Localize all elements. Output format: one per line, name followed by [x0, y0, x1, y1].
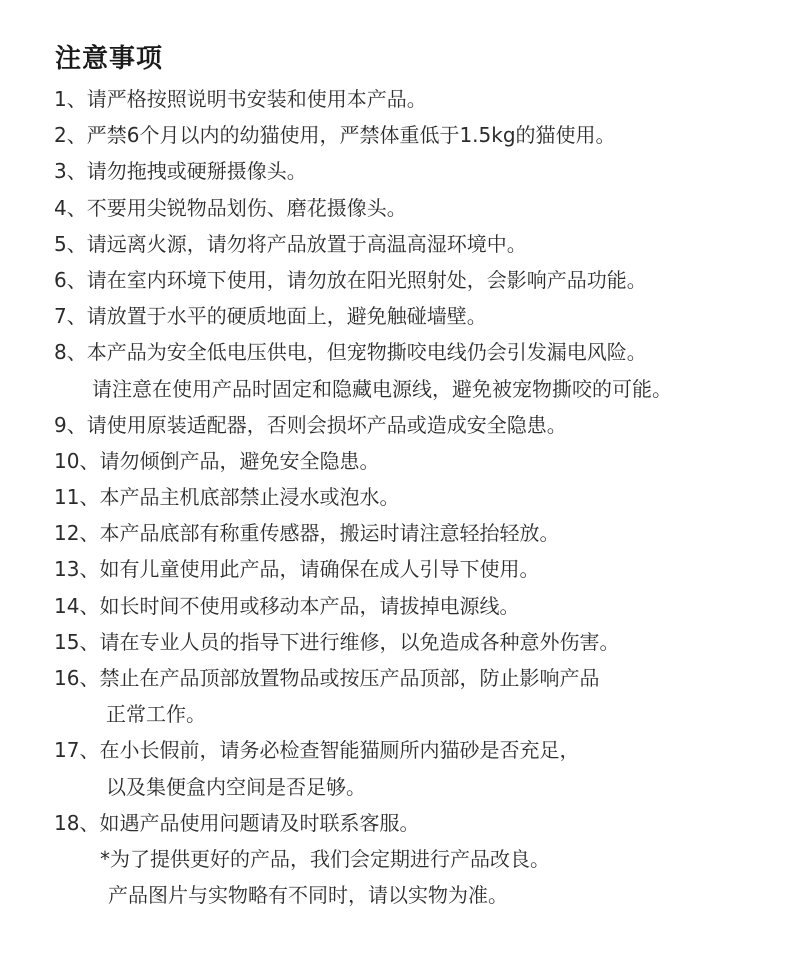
- notice-line: 14、如长时间不使用或移动本产品，请拔掉电源线。: [54, 593, 520, 618]
- notice-line: 16、禁止在产品顶部放置物品或按压产品顶部，防止影响产品: [54, 666, 600, 690]
- notice-line: 5、请远离火源，请勿将产品放置于高温高湿环境中。: [54, 231, 527, 256]
- notice-line-continuation: 请注意在使用产品时固定和隐藏电源线，避免被宠物撕咬的可能。: [92, 376, 672, 401]
- notice-list: [54, 81, 786, 913]
- notice-line: 1、请严格按照说明书安装和使用本产品。: [54, 87, 427, 111]
- notice-line: 8、本产品为安全低电压供电，但宠物撕咬电线仍会引发漏电风险。: [54, 340, 647, 365]
- notice-line: 10、请勿倾倒产品，避免安全隐患。: [54, 448, 380, 473]
- notice-line: 18、如遇产品使用问题请及时联系客服。: [54, 810, 420, 835]
- notice-line-continuation: 正常工作。: [106, 702, 206, 727]
- notice-line: 11、本产品主机底部禁止浸水或泡水。: [54, 485, 400, 510]
- notice-line-continuation: 以及集便盒内空间是否足够。: [106, 774, 366, 799]
- notice-line: 15、请在专业人员的指导下进行维修，以免造成各种意外伤害。: [54, 629, 620, 654]
- notice-line: 13、如有儿童使用此产品，请确保在成人引导下使用。: [54, 557, 540, 582]
- notice-line: 2、严禁6个月以内的幼猫使用，严禁体重低于1.5kg的猫使用。: [54, 123, 616, 148]
- notice-line: 7、请放置于水平的硬质地面上，避免触碰墙壁。: [54, 304, 487, 329]
- notice-line-continuation: 产品图片与实物略有不同时，请以实物为准。: [108, 883, 508, 908]
- notice-line: 9、请使用原装适配器，否则会损坏产品或造成安全隐患。: [54, 412, 567, 437]
- page-title: 注意事项: [55, 44, 164, 74]
- notice-line-continuation: *为了提供更好的产品，我们会定期进行产品改良。: [100, 846, 550, 871]
- notice-line: 3、请勿拖拽或硬掰摄像头。: [54, 159, 307, 184]
- notice-line: 6、请在室内环境下使用，请勿放在阳光照射处，会影响产品功能。: [54, 267, 647, 292]
- notice-line: 17、在小长假前，请务必检查智能猫厕所内猫砂是否充足，: [54, 738, 580, 763]
- notice-line: 12、本产品底部有称重传感器，搬运时请注意轻抬轻放。: [54, 521, 560, 546]
- notice-line: 4、不要用尖锐物品划伤、磨花摄像头。: [54, 195, 407, 220]
